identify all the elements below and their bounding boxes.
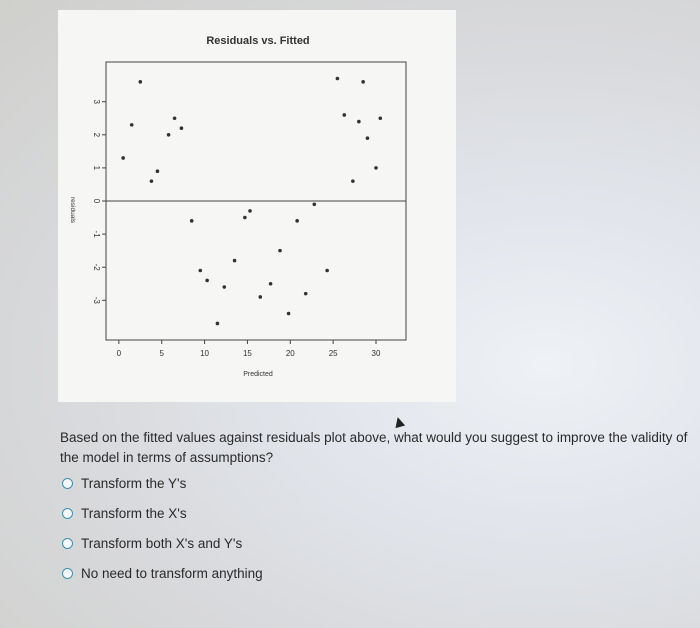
x-tick-label: 10	[200, 349, 210, 358]
data-point	[150, 179, 154, 183]
x-axis-ticks	[117, 340, 381, 358]
radio-button-icon[interactable]	[62, 538, 73, 549]
option-label: Transform the Y's	[81, 476, 187, 491]
x-axis-label: Predicted	[243, 371, 273, 378]
data-point	[378, 116, 382, 120]
x-tick-label: 30	[371, 349, 381, 358]
data-point	[130, 123, 134, 127]
x-tick-label: 25	[328, 349, 338, 358]
data-point	[258, 295, 262, 299]
data-point	[198, 269, 202, 273]
option-transform-y[interactable]	[62, 476, 186, 491]
data-point	[374, 166, 378, 170]
data-point	[205, 279, 209, 283]
option-label: Transform both X's and Y's	[81, 536, 243, 551]
y-tick-label: 0	[92, 198, 101, 204]
data-point	[287, 312, 291, 316]
data-point	[173, 116, 177, 120]
x-tick-label: 20	[285, 349, 295, 358]
data-point	[269, 282, 273, 286]
data-point	[342, 113, 346, 117]
y-tick-label: 1	[92, 165, 101, 171]
x-tick-label: 15	[242, 349, 252, 358]
y-tick-label: 2	[92, 132, 101, 138]
data-point	[336, 77, 340, 81]
radio-button-icon[interactable]	[62, 508, 73, 519]
data-point	[366, 136, 370, 140]
data-point	[167, 133, 171, 137]
chart-title: Residuals vs. Fitted	[206, 35, 310, 47]
data-point	[156, 169, 160, 173]
data-point	[233, 259, 237, 263]
chart-panel	[58, 10, 456, 402]
y-tick-label: -3	[92, 296, 101, 304]
y-tick-label: 3	[92, 99, 101, 104]
x-tick-label: 5	[159, 349, 164, 358]
option-label: Transform the X's	[81, 506, 187, 521]
data-point	[295, 219, 299, 223]
residuals-chart	[58, 10, 456, 402]
data-point	[304, 292, 308, 296]
option-transform-x[interactable]	[62, 506, 187, 521]
data-point	[248, 209, 252, 213]
data-point	[357, 120, 361, 124]
x-tick-label: 0	[116, 349, 122, 358]
y-tick-label: -2	[92, 263, 101, 271]
y-axis-ticks	[92, 99, 106, 304]
data-point	[180, 126, 184, 130]
data-point	[222, 285, 226, 289]
data-point	[216, 322, 220, 326]
question-text: Based on the fitted values against residuals plot above, what would you suggest to improve the validity of the model in terms of assumptions?	[60, 430, 688, 465]
data-point	[312, 203, 316, 207]
option-no-transform[interactable]	[62, 566, 263, 581]
radio-button-icon[interactable]	[62, 568, 73, 579]
data-point	[325, 269, 329, 273]
y-tick-label: -1	[92, 230, 101, 238]
data-point	[121, 156, 125, 160]
radio-button-icon[interactable]	[62, 478, 73, 489]
mouse-cursor-icon	[393, 416, 405, 428]
data-point	[243, 216, 247, 220]
y-axis-label: residuals	[69, 196, 76, 224]
data-point	[190, 219, 194, 223]
option-label: No need to transform anything	[81, 566, 263, 581]
data-point	[138, 80, 142, 84]
data-point	[361, 80, 365, 84]
option-transform-both[interactable]	[62, 536, 242, 551]
data-point	[278, 249, 282, 253]
data-point	[351, 179, 355, 183]
